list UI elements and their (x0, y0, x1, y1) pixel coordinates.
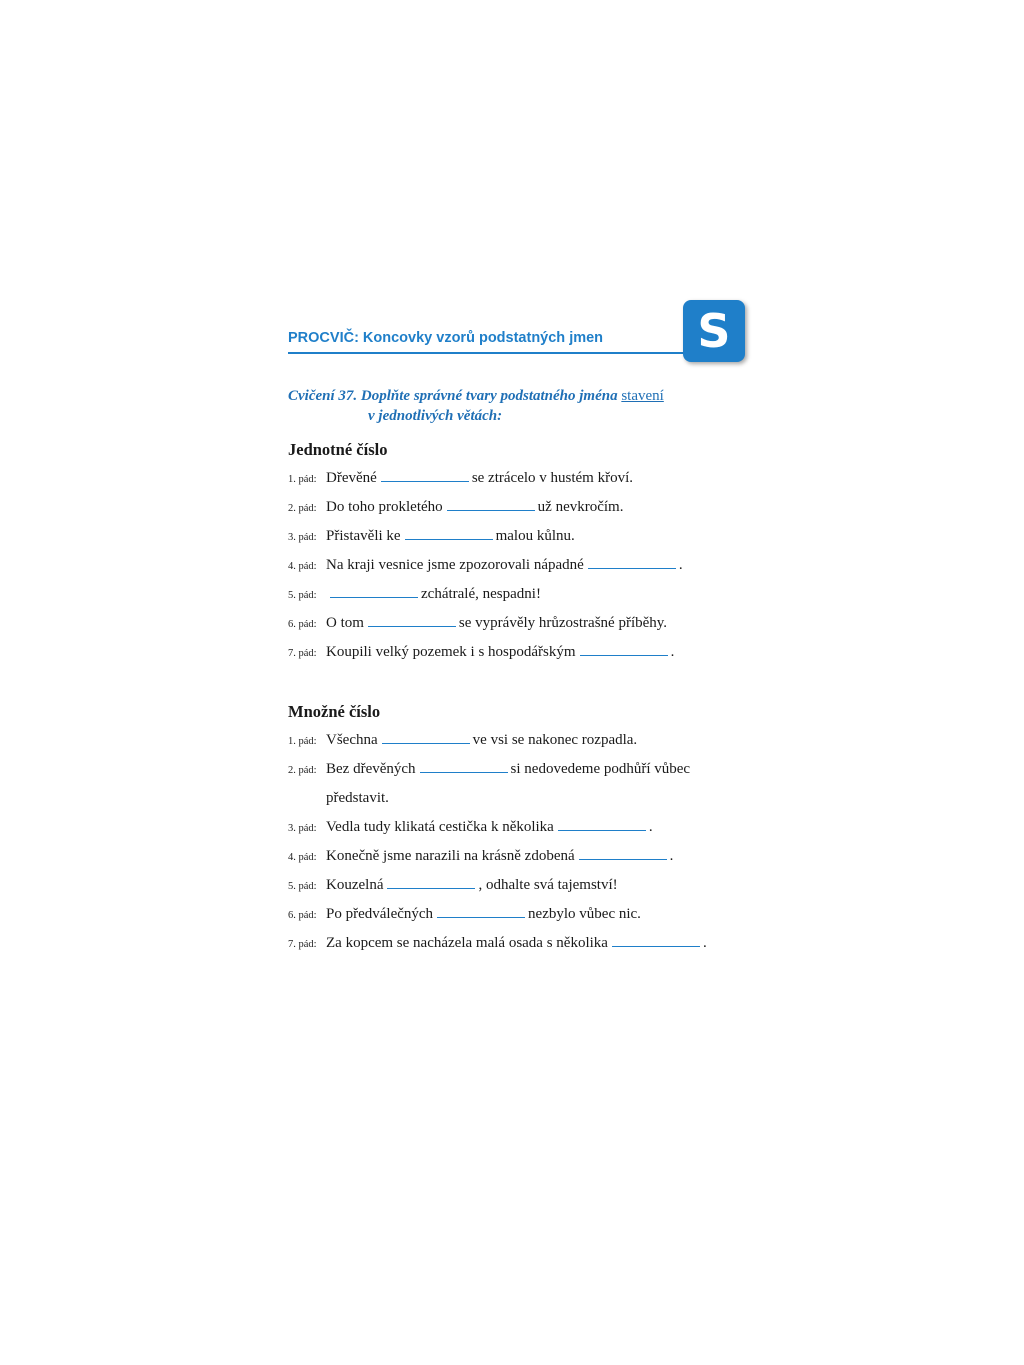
sentence-after: si nedovedeme podhůří vůbec (510, 761, 691, 777)
sentence (326, 555, 683, 575)
blank-field[interactable] (579, 846, 667, 860)
sentence-before: O tom (326, 615, 364, 631)
exercise-row (288, 497, 738, 526)
sentence-before: Bez dřevěných (326, 761, 416, 777)
sentence-after: se ztrácelo v hustém křoví. (471, 470, 634, 486)
case-label: 7. pád: (288, 648, 317, 659)
exercise-line1: Cvičení 37. Doplňte správné tvary podstatného jména (288, 388, 618, 404)
exercise-row (288, 526, 738, 555)
sentence-before: Kouzelná (326, 877, 384, 893)
sentence-after: . (678, 557, 683, 573)
case-label: 2. pád: (288, 503, 317, 514)
case-label: 3. pád: (288, 823, 317, 834)
exercise-row (288, 933, 738, 962)
case-label: 6. pád: (288, 910, 317, 921)
blank-field[interactable] (437, 904, 525, 918)
sentence-after: . (702, 935, 707, 951)
exercise-row (288, 759, 738, 788)
sentence-before: Do toho prokletého (326, 499, 443, 515)
plural-rows (288, 730, 738, 962)
sentence-after: . (648, 819, 653, 835)
sentence-after: . (669, 848, 674, 864)
page-title (288, 330, 603, 346)
singular-rows (288, 468, 738, 671)
sentence-before: Koupili velký pozemek i s hospodářským (326, 644, 576, 660)
sentence (326, 817, 653, 837)
sentence-after: , odhalte svá tajemství! (478, 877, 618, 893)
exercise-row (288, 846, 738, 875)
sentence-before: Všechna (326, 732, 378, 748)
sentence (326, 613, 667, 633)
blank-field[interactable] (382, 730, 470, 744)
blank-field[interactable] (387, 875, 475, 889)
sentence-after: ve vsi se nakonec rozpadla. (472, 732, 638, 748)
sentence (326, 846, 673, 866)
title-text: Koncovky vzorů podstatných jmen (358, 330, 604, 346)
sentence-before: Konečně jsme narazili na krásně zdobená (326, 848, 575, 864)
sentence-after: zchátralé, nespadni! (421, 586, 541, 602)
case-label: 5. pád: (288, 590, 317, 601)
sentence (326, 584, 541, 604)
sentence-before: Po předválečných (326, 906, 434, 922)
case-label: 4. pád: (288, 561, 317, 572)
section-badge: S (683, 300, 745, 362)
sentence (326, 759, 690, 779)
exercise-row (288, 730, 738, 759)
blank-field[interactable] (580, 642, 668, 656)
case-label: 6. pád: (288, 619, 317, 630)
plural-title: Množné číslo (288, 702, 381, 721)
exercise-instruction (288, 386, 728, 426)
sentence (326, 730, 637, 750)
blank-field[interactable] (447, 497, 535, 511)
sentence-continuation: představit. (326, 790, 389, 806)
sentence (326, 642, 674, 662)
exercise-row (288, 468, 738, 497)
case-label: 2. pád: (288, 765, 317, 776)
exercise-row (288, 642, 738, 671)
sentence (326, 468, 633, 488)
blank-field[interactable] (588, 555, 676, 569)
sentence (326, 526, 575, 546)
blank-field[interactable] (405, 526, 493, 540)
blank-field[interactable] (381, 468, 469, 482)
exercise-row (288, 613, 738, 642)
title-prefix: PROCVIČ: (288, 330, 359, 346)
sentence-after: nezbylo vůbec nic. (528, 906, 641, 922)
exercise-row (288, 904, 738, 933)
case-label: 3. pád: (288, 532, 317, 543)
sentence-before: Za kopcem se nacházela malá osada s několika (326, 935, 608, 951)
blank-field[interactable] (330, 584, 418, 598)
case-label: 1. pád: (288, 736, 317, 747)
blank-field[interactable] (558, 817, 646, 831)
exercise-row (288, 555, 738, 584)
blank-field[interactable] (368, 613, 456, 627)
case-label: 1. pád: (288, 474, 317, 485)
sentence-before: Dřevěné (326, 470, 377, 486)
exercise-word: stavení (621, 388, 664, 404)
sentence-before: Na kraji vesnice jsme zpozorovali nápadné (326, 557, 584, 573)
sentence (326, 933, 707, 953)
case-label: 4. pád: (288, 852, 317, 863)
section-header (288, 328, 688, 354)
sentence-before: Přistavěli ke (326, 528, 401, 544)
singular-title: Jednotné číslo (288, 440, 388, 459)
sentence (326, 497, 623, 517)
sentence-after: se vyprávěly hrůzostrašné příběhy. (458, 615, 668, 631)
case-label: 5. pád: (288, 881, 317, 892)
exercise-line2: v jednotlivých větách: (368, 408, 503, 424)
sentence-after: už nevkročím. (537, 499, 624, 515)
sentence (326, 904, 641, 924)
sentence (326, 875, 618, 895)
sentence-before: Vedla tudy klikatá cestička k několika (326, 819, 554, 835)
sentence-after: malou kůlnu. (495, 528, 575, 544)
blank-field[interactable] (420, 759, 508, 773)
exercise-row (288, 875, 738, 904)
case-label: 7. pád: (288, 939, 317, 950)
exercise-row (288, 817, 738, 846)
blank-field[interactable] (612, 933, 700, 947)
sentence-after: . (670, 644, 675, 660)
exercise-row (288, 584, 738, 613)
